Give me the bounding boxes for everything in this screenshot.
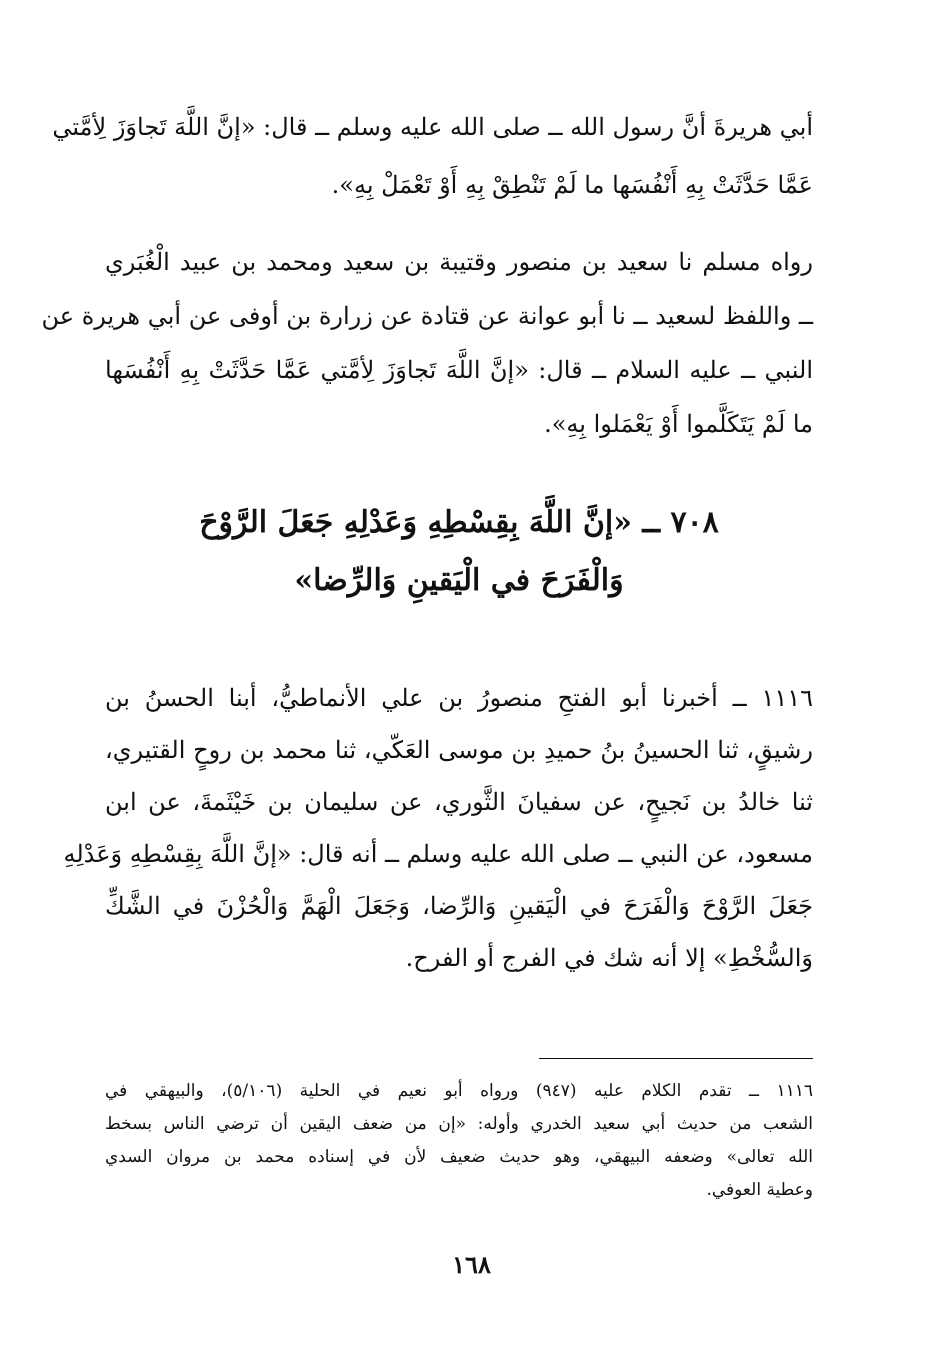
text-line: رشيقٍ، ثنا الحسينُ بنُ حميدِ بن موسى العَكّي، ثنا محمد بن روحٍ القتيري، [105,736,813,764]
footnote-line: الله تعالى» وضعفه البيهقي، وهو حديث ضعيف لأن في إسناده محمد بن مروان السدي [105,1147,813,1167]
text-line: عَمَّا حَدَّثَتْ بِهِ أَنْفُسَها ما لَمْ تَنْطِقْ بِهِ أَوْ تَعْمَلْ بِهِ». [331,171,813,199]
text-line: ما لَمْ يَتَكَلَّموا أَوْ يَعْمَلوا بِهِ». [544,410,813,438]
footnote-line: وعطية العوفي. [706,1180,813,1200]
footnote [105,1075,813,1207]
text-line: رواه مسلم نا سعيد بن منصور وقتيبة بن سعيد ومحمد بن عبيد الْغُبَري [105,248,813,276]
text-line: ــ واللفظ لسعيد ــ نا أبو عوانة عن قتادة عن زرارة بن أوفى عن أبي هريرة عن [41,302,813,330]
hadith-heading [105,494,813,610]
paragraph-hadith-text [52,98,813,214]
footnote-divider [539,1058,813,1059]
text-line: وَالسُّخْطِ» إلا أنه شك في الفرج أو الفرح. [405,944,813,972]
text-line: ثنا خالدُ بن نَجيحٍ، عن سفيانَ الثَّوري، عن سليمان بن خَيْثَمةَ، عن ابن [105,788,813,816]
heading-line: وَالْفَرَحَ في الْيَقينِ وَالرِّضا» [294,563,624,598]
paragraph-isnad [63,672,813,984]
page-number: ١٦٨ [452,1250,491,1279]
text-line: ١١١٦ ــ أخبرنا أبو الفتحِ منصورُ بن علي الأنماطيُّ، أبنا الحسنُ بن [105,684,813,712]
text-line: جَعَلَ الرَّوْحَ وَالْفَرَحَ في الْيَقينِ وَالرِّضا، وَجَعَلَ الْهَمَّ وَالْحُزْنَ في الشَّكِّ [105,892,813,920]
footnote-line: الشعب من حديث أبي سعيد الخدري وأوله: «إن من ضعف اليقين أن ترضي الناس بسخط [105,1114,813,1134]
text-line: أبي هريرةَ أنَّ رسول الله ــ صلى الله عليه وسلم ــ قال: «إنَّ اللَّهَ تَجاوَزَ لِأمَّتي [52,113,813,141]
text-line: النبي ــ عليه السلام ــ قال: «إنَّ اللَّهَ تَجاوَزَ لِأمَّتي عَمَّا حَدَّثَتْ بِهِ أَنْفُسَها [105,356,813,384]
footnote-line: ١١١٦ ــ تقدم الكلام عليه (٩٤٧) ورواه أبو نعيم في الحلية (٥/١٠٦)، والبيهقي في [105,1081,813,1101]
heading-line: ٧٠٨ ــ «إنَّ اللَّهَ بِقِسْطِهِ وَعَدْلِهِ جَعَلَ الرَّوْحَ [199,505,719,540]
paragraph-narration [41,235,813,451]
text-line: مسعود، عن النبي ــ صلى الله عليه وسلم ــ أنه قال: «إنَّ اللَّهَ بِقِسْطِهِ وَعَدْلِهِ [63,840,813,868]
